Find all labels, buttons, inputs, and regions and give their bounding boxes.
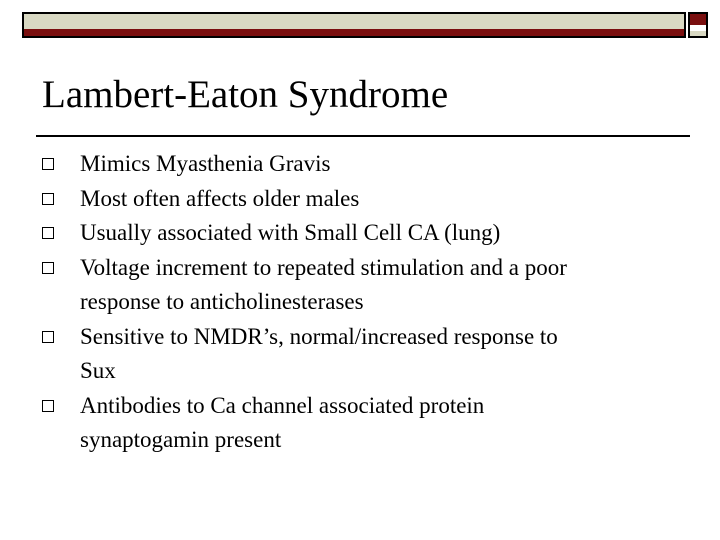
- bullet-line: synaptogamin present: [80, 427, 282, 452]
- bullet-line: Mimics Myasthenia Gravis: [80, 151, 331, 176]
- bullet-item: [42, 389, 702, 458]
- hollow-square-bullet-icon: [42, 158, 54, 170]
- bullet-text: [80, 251, 702, 320]
- title-underline-rule: [36, 135, 690, 137]
- bullet-item: [42, 182, 702, 217]
- bullet-line: Sux: [80, 358, 116, 383]
- bullet-line: Most often affects older males: [80, 185, 360, 211]
- bullet-line: Usually associated with Small Cell CA (lung): [80, 220, 501, 245]
- hollow-square-bullet-icon: [42, 400, 54, 412]
- bullet-item: [42, 216, 702, 251]
- header-accent-stripe: [24, 29, 684, 36]
- hollow-square-bullet-icon: [42, 331, 54, 343]
- bullet-item: [42, 320, 702, 389]
- bullet-text: [80, 147, 702, 182]
- header-decoration-bar: [22, 12, 686, 38]
- corner-ornament-top-block: [690, 14, 706, 25]
- bullet-line: Sensitive to NMDR’s, normal/increased response to: [80, 323, 558, 349]
- hollow-square-bullet-icon: [42, 227, 54, 239]
- bullet-line: Antibodies to Ca channel associated protein: [80, 392, 485, 418]
- corner-ornament-bottom-block: [690, 31, 706, 36]
- bullet-item: [42, 147, 702, 182]
- bullet-list: [42, 147, 702, 458]
- bullet-line: response to anticholinesterases: [80, 289, 364, 314]
- header-corner-ornament: [688, 12, 708, 38]
- slide-title: Lambert-Eaton Syndrome: [42, 73, 449, 116]
- bullet-text: [80, 216, 702, 251]
- bullet-text: [80, 389, 702, 458]
- hollow-square-bullet-icon: [42, 193, 54, 205]
- bullet-text: [80, 182, 702, 217]
- bullet-text: [80, 320, 702, 389]
- bullet-line: Voltage increment to repeated stimulation and a poor: [80, 254, 567, 280]
- bullet-item: [42, 251, 702, 320]
- hollow-square-bullet-icon: [42, 262, 54, 274]
